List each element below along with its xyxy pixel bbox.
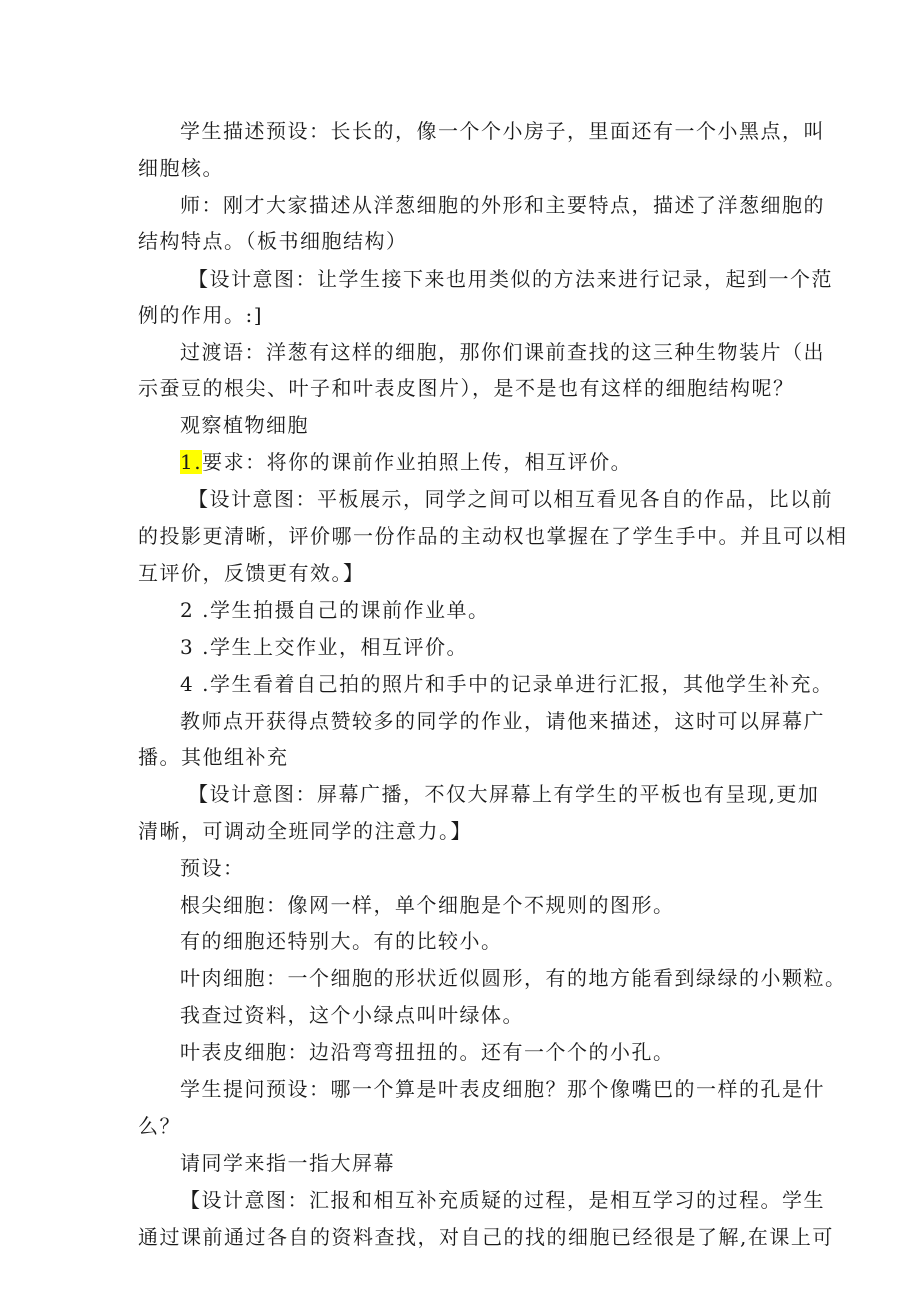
design-intent-line: 例的作用。:] (138, 303, 264, 327)
paragraph-line: 学生提问预设：哪一个算是叶表皮细胞？那个像嘴巴的一样的孔是什 (180, 1077, 825, 1101)
paragraph-line: 过渡语：洋葱有这样的细胞，那你们课前查找的这三种生物装片（出 (180, 340, 825, 364)
paragraph-line: 有的细胞还特别大。有的比较小。 (180, 929, 503, 953)
paragraph-line: 学生描述预设：长长的，像一个个小房子，里面还有一个小黑点，叫 (180, 119, 825, 143)
paragraph-line: 教师点开获得点赞较多的同学的作业，请他来描述，这时可以屏幕广 (180, 709, 825, 733)
paragraph-line: 请同学来指一指大屏幕 (180, 1151, 395, 1175)
paragraph-line: 么？ (138, 1114, 181, 1138)
design-intent-line: 的投影更清晰，评价哪一份作品的主动权也掌握在了学生手中。并且可以相 (138, 524, 848, 548)
paragraph-line: 结构特点。（板书细胞结构） (138, 229, 408, 253)
design-intent-line: 通过课前通过各自的资料查找，对自己的找的细胞已经很是了解,在课上可 (138, 1225, 834, 1249)
paragraph-line: 播。其他组补充 (138, 745, 289, 769)
list-item: 4 .学生看着自己拍的照片和手中的记录单进行汇报，其他学生补充。 (180, 672, 834, 696)
design-intent-line: 【设计意图：屏幕广播，不仅大屏幕上有学生的平板也有呈现,更加 (188, 782, 820, 806)
design-intent-line: 【设计意图：让学生接下来也用类似的方法来进行记录，起到一个范 (188, 267, 833, 291)
paragraph-line: 根尖细胞：像网一样，单个细胞是个不规则的图形。 (180, 893, 675, 917)
paragraph-line: 我查过资料，这个小绿点叫叶绿体。 (180, 1003, 524, 1027)
paragraph-line: 叶表皮细胞：边沿弯弯扭扭的。还有一个个的小孔。 (180, 1040, 675, 1064)
list-item: 2 .学生拍摄自己的课前作业单。 (180, 598, 490, 622)
list-item-text: 要求：将你的课前作业拍照上传，相互评价。 (202, 450, 633, 474)
paragraph-line: 师：刚才大家描述从洋葱细胞的外形和主要特点，描述了洋葱细胞的 (180, 193, 825, 217)
design-intent-line: 【设计意图：平板展示，同学之间可以相互看见各自的作品，比以前 (188, 487, 833, 511)
paragraph-line: 细胞核。 (138, 156, 224, 180)
paragraph-line: 预设： (180, 856, 245, 880)
paragraph-line: 示蚕豆的根尖、叶子和叶表皮图片），是不是也有这样的细胞结构呢？ (138, 376, 795, 400)
paragraph-line: 叶肉细胞：一个细胞的形状近似圆形，有的地方能看到绿绿的小颗粒。 (180, 966, 847, 990)
list-item (180, 449, 632, 475)
design-intent-line: 【设计意图：汇报和相互补充质疑的过程，是相互学习的过程。学生 (180, 1188, 825, 1212)
design-intent-line: 互评价，反馈更有效。】 (138, 561, 365, 585)
list-item: 3 .学生上交作业，相互评价。 (180, 635, 468, 659)
section-heading: 观察植物细胞 (180, 413, 309, 437)
design-intent-line: 清晰，可调动全班同学的注意力。】 (138, 819, 472, 843)
highlighted-number: 1. (180, 450, 203, 474)
